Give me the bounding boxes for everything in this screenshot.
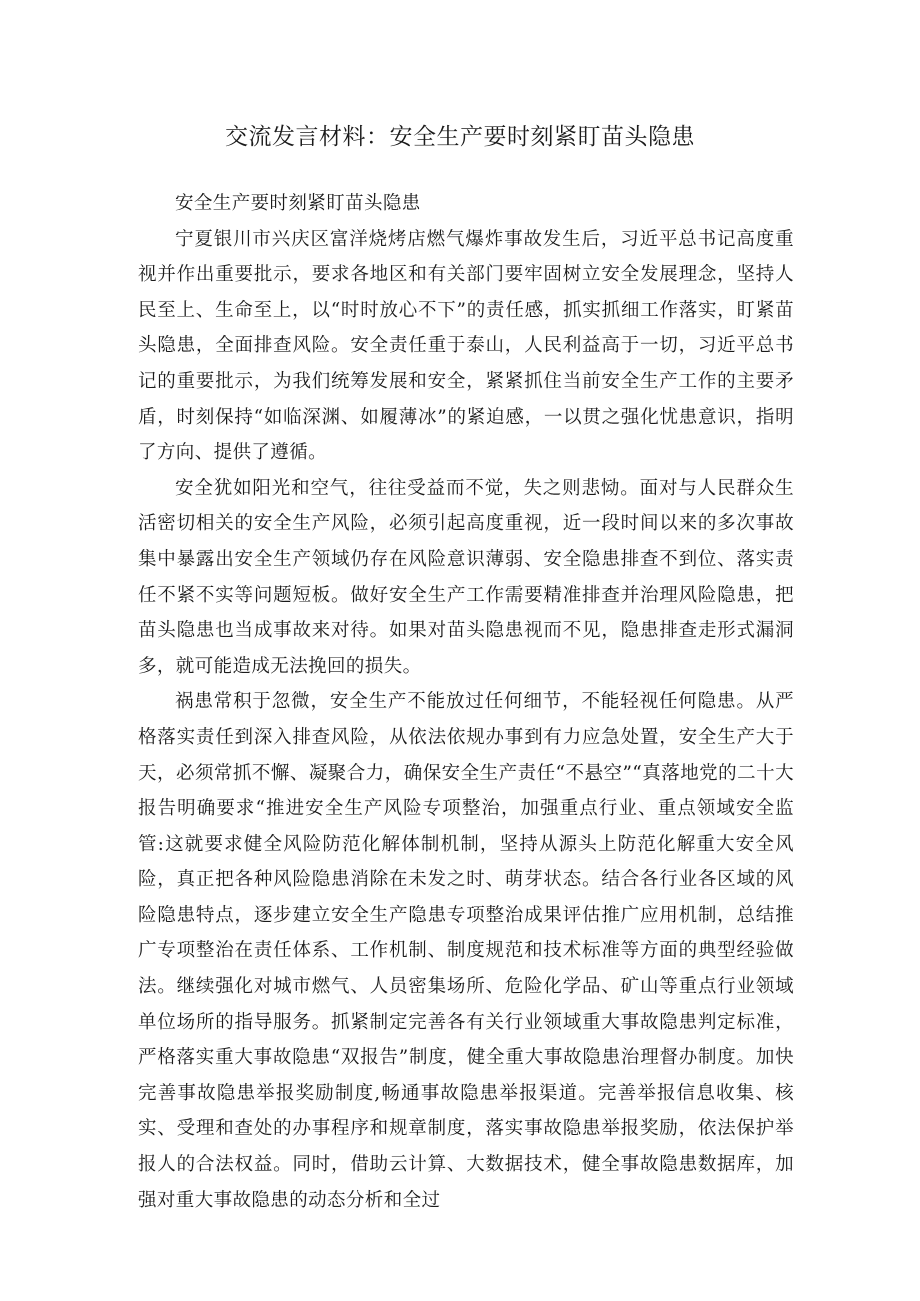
document-body <box>138 186 794 1218</box>
body-paragraph-3: 祸患常积于忽微，安全生产不能放过任何细节，不能轻视任何隐患。从严格落实责任到深入排查风险，从依法依规办事到有力应急处置，安全生产大于天，必须常抓不懈、凝聚合力，确保安全生产责任“不悬空”“真落地党的二十大报告明确要求“推进安全生产风险专项整治，加强重点行业、重点领域安全监管:这就要求健全风险防范化解体制机制，坚持从源头上防范化解重大安全风险，真正把各种风险隐患消除在未发之时、萌芽状态。结合各行业各区域的风险隐患特点，逐步建立安全生产隐患专项整治成果评估推广应用机制，总结推广专项整治在责任体系、工作机制、制度规范和技术标准等方面的典型经验做法。继续强化对城市燃气、人员密集场所、危险化学品、矿山等重点行业领域单位场所的指导服务。抓紧制定完善各有关行业领域重大事故隐患判定标准，严格落实重大事故隐患“双报告”制度，健全重大事故隐患治理督办制度。加快完善事故隐患举报奖励制度,畅通事故隐患举报渠道。完善举报信息收集、核实、受理和查处的办事程序和规章制度，落实事故隐患举报奖励，依法保护举报人的合法权益。同时，借助云计算、大数据技术，健全事故隐患数据库，加强对重大事故隐患的动态分析和全过 <box>138 691 794 1211</box>
body-paragraph-2: 安全犹如阳光和空气，往往受益而不觉，失之则悲恸。面对与人民群众生活密切相关的安全生产风险，必须引起高度重视，近一段时间以来的多次事故集中暴露出安全生产领域仍存在风险意识薄弱、安全隐患排查不到位、落实责任不紧不实等问题短板。做好安全生产工作需要精准排查并治理风险隐患，把苗头隐患也当成事故来对待。如果对苗头隐患视而不见，隐患排查走形式漏洞多，就可能造成无法挽回的损失。 <box>138 477 794 677</box>
subtitle-paragraph: 安全生产要时刻紧盯苗头隐患 <box>175 193 421 214</box>
body-paragraph-1: 宁夏银川市兴庆区富洋烧烤店燃气爆炸事故发生后，习近平总书记高度重视并作出重要批示，要求各地区和有关部门要牢固树立安全发展理念，坚持人民至上、生命至上，以“时时放心不下”的责任感，抓实抓细工作落实，盯紧苗头隐患，全面排查风险。安全责任重于泰山，人民利益高于一切，习近平总书记的重要批示，为我们统筹发展和安全，紧紧抓住当前安全生产工作的主要矛盾，时刻保持“如临深渊、如履薄冰”的紧迫感，一以贯之强化忧患意识，指明了方向、提供了遵循。 <box>138 228 794 464</box>
document-title: 交流发言材料：安全生产要时刻紧盯苗头隐患 <box>225 124 695 150</box>
